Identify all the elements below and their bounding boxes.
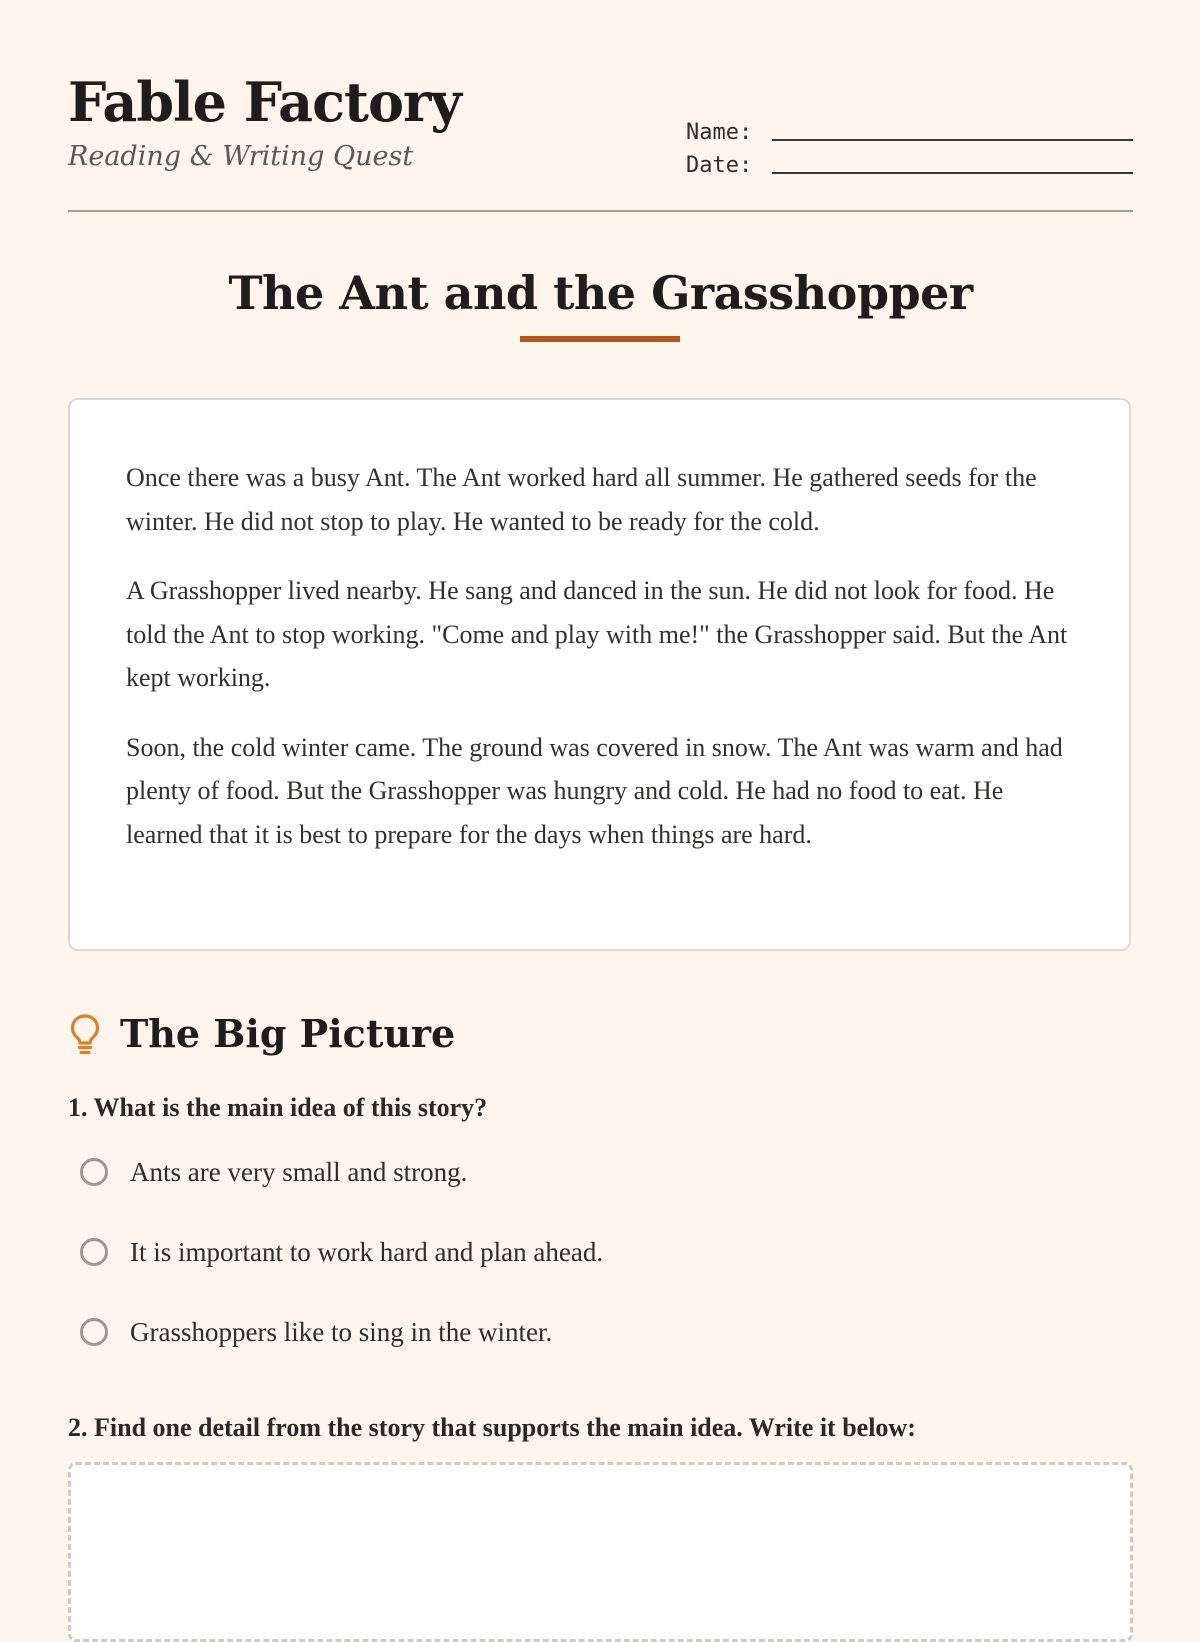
name-write-line[interactable]	[772, 117, 1133, 141]
section-title: The Big Picture	[120, 1011, 456, 1056]
story-title: The Ant and the Grasshopper	[228, 266, 973, 320]
answer-option[interactable]	[80, 1152, 467, 1192]
answer-option[interactable]	[80, 1312, 552, 1352]
date-write-line[interactable]	[772, 150, 1133, 174]
question-1-prompt: 1. What is the main idea of this story?	[68, 1093, 488, 1122]
option-label: Ants are very small and strong.	[130, 1157, 468, 1187]
story-card	[68, 398, 1131, 951]
radio-button[interactable]	[80, 1158, 108, 1186]
brand-title: Fable Factory	[68, 70, 461, 134]
lightbulb-icon	[68, 1012, 102, 1056]
option-label: Grasshoppers like to sing in the winter.	[130, 1317, 553, 1347]
brand-subtitle: Reading & Writing Quest	[68, 141, 414, 172]
radio-button[interactable]	[80, 1238, 108, 1266]
student-info-fields	[686, 114, 1133, 180]
date-field-row	[686, 147, 1133, 180]
story-paragraph: Once there was a busy Ant. The Ant worked hard all summer. He gathered seeds for the winter. He did not stop to play. He wanted to be ready for the cold.	[126, 463, 1037, 536]
section-heading	[68, 1004, 455, 1064]
answer-option[interactable]	[80, 1232, 603, 1272]
title-underline	[520, 336, 680, 342]
date-label: Date:	[686, 153, 753, 178]
story-paragraph: Soon, the cold winter came. The ground was covered in snow. The Ant was warm and had plenty of food. But the Grasshopper was hungry and cold. He had no food to eat. He learned that it is best to prepare for the days when things are hard.	[126, 732, 1063, 849]
radio-button[interactable]	[80, 1318, 108, 1346]
story-paragraph: A Grasshopper lived nearby. He sang and danced in the sun. He did not look for food. He told the Ant to stop working. "Come and play with me!" the Grasshopper said. But the Ant kept working.	[126, 576, 1068, 692]
option-label: It is important to work hard and plan ahead.	[130, 1237, 604, 1267]
worksheet-header	[68, 68, 1133, 212]
name-label: Name:	[686, 120, 753, 145]
name-field-row	[686, 114, 1133, 147]
question-2-prompt: 2. Find one detail from the story that supports the main idea. Write it below:	[68, 1413, 916, 1442]
answer-write-box[interactable]	[68, 1462, 1133, 1642]
